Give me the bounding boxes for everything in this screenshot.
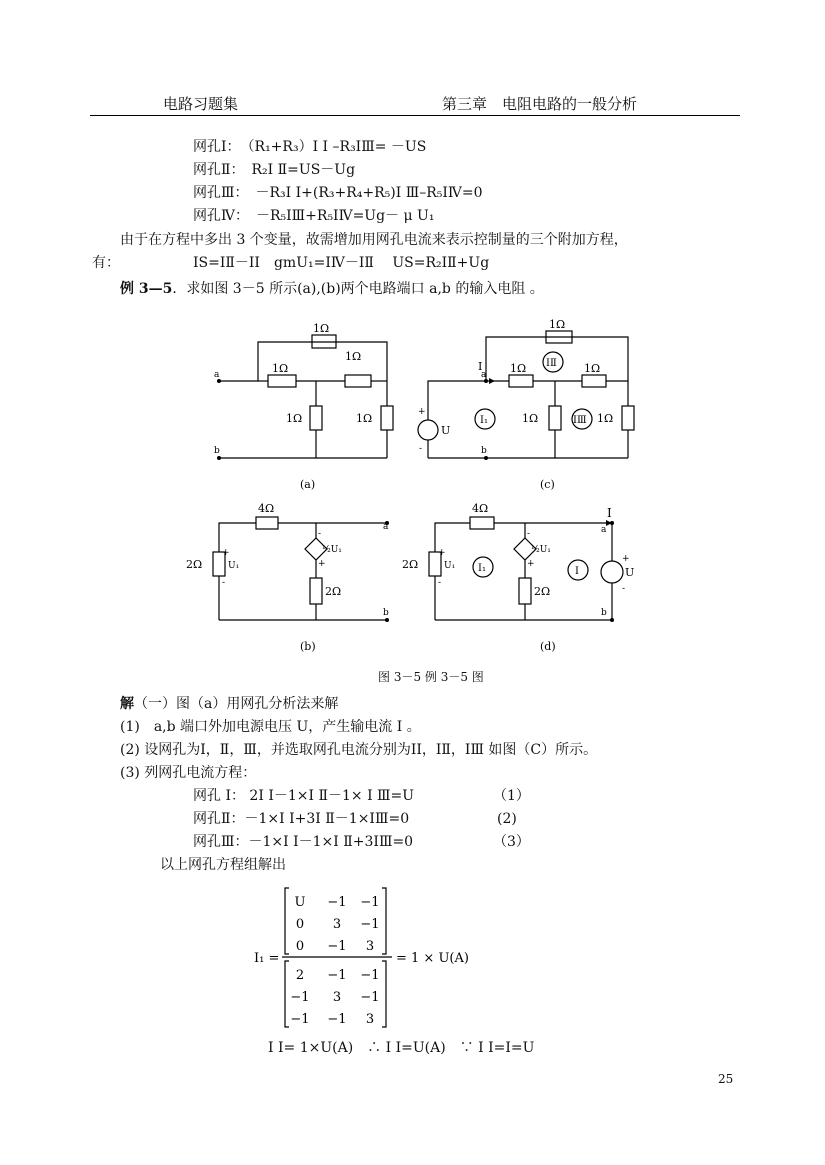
sub-caption-b: (b): [300, 640, 316, 653]
example-text: ．求如图 3－5 所示(a),(b)两个电路端口 a,b 的输入电阻 。: [172, 281, 544, 297]
page-number: 25: [718, 1072, 734, 1086]
solution-eq-1-number: （1）: [493, 788, 530, 804]
den-cell: −1: [327, 968, 347, 983]
res-label-a-right: 1Ω: [345, 350, 362, 363]
mesh-label-iii: IⅢ: [573, 415, 587, 426]
mesh-label-d-i: I: [575, 566, 579, 577]
header-title: 电路习题集: [163, 95, 239, 113]
res-label-a-top: 1Ω: [313, 322, 330, 335]
dep-plus-b: +: [318, 559, 326, 569]
src-minus-d: -: [622, 584, 626, 594]
num-cell: U: [294, 895, 306, 910]
num-cell: −1: [360, 917, 380, 932]
final-line: I Ⅰ= 1×U(A) ∴ I Ⅰ=U(A) ∵ I Ⅰ=I=U: [268, 1040, 535, 1056]
num-cell: −1: [327, 939, 347, 954]
dep-minus-d: -: [527, 529, 531, 539]
mesh-label-i: I₁: [480, 415, 488, 426]
src-minus-c: -: [419, 444, 423, 454]
mesh-eq-1: 网孔Ⅰ： （R₁+R₃）I Ⅰ –R₃IⅢ= －US: [193, 139, 427, 155]
num-cell: 0: [295, 917, 305, 932]
solution-step-3: (3) 列网孔电流方程：: [120, 765, 257, 781]
solution-eq-2: 网孔Ⅱ：－1×I Ⅰ+3I Ⅱ－1×IⅢ=0: [193, 811, 410, 827]
mesh-eq-4: 网孔Ⅳ： －R₅IⅢ+R₅IⅣ=Ug－ μ U₁: [193, 208, 435, 224]
res-label-b-mid: 2Ω: [325, 585, 342, 598]
sub-caption-a: (a): [300, 478, 316, 491]
dep-src-label-b: ½U₁: [322, 545, 342, 555]
explain-line-2-eqs: IS=IⅡ－IⅠ gmU₁=IⅣ－IⅡ US=R₂IⅡ+Ug: [193, 255, 490, 271]
solution-title-rest: （一）图（a）用网孔分析法来解: [134, 696, 339, 712]
node-c-a-label: a: [481, 370, 487, 380]
ctrl-minus-d: -: [438, 578, 442, 588]
res-label-b-4: 4Ω: [258, 502, 275, 515]
den-cell: 2: [295, 968, 305, 983]
src-u-label-c: U: [441, 424, 451, 437]
den-cell: −1: [290, 990, 310, 1005]
sub-caption-c: (c): [540, 478, 555, 491]
res-label-c-top: 1Ω: [549, 318, 566, 331]
header-chapter: 第三章 电阻电路的一般分析: [442, 95, 638, 113]
res-label-c-mid: 1Ω: [522, 412, 539, 425]
src-u-label-d: U: [625, 566, 635, 579]
node-c-b-label: b: [481, 446, 487, 456]
node-b-b-label: b: [383, 608, 389, 618]
mesh-eq-2: 网孔Ⅱ： R₂I Ⅱ=US－Ug: [193, 162, 356, 178]
src-plus-c: +: [418, 407, 426, 417]
res-label-a-mid: 1Ω: [286, 412, 303, 425]
num-cell: 0: [295, 939, 305, 954]
den-cell: −1: [290, 1012, 310, 1027]
node-b-label: b: [214, 446, 220, 456]
dep-minus-b: -: [318, 529, 322, 539]
res-label-a-left: 1Ω: [272, 362, 289, 375]
res-label-d-left: 2Ω: [402, 558, 419, 571]
mesh-label-d-i1: I₁: [478, 563, 486, 574]
den-cell: −1: [327, 1012, 347, 1027]
node-d-b-label: b: [601, 608, 607, 618]
node-b-a-label: a: [383, 522, 389, 532]
num-cell: 3: [365, 939, 375, 954]
den-cell: 3: [365, 1012, 375, 1027]
solution-step-1: (1) a,b 端口外加电源电压 U，产生输电流 I 。: [120, 719, 421, 735]
res-label-c-end: 1Ω: [597, 412, 614, 425]
solution-eq-2-number: (2): [497, 811, 517, 827]
node-d-a-label: a: [601, 525, 607, 535]
mesh-label-ii: IⅡ: [546, 358, 557, 369]
ctrl-plus-b: +: [222, 548, 230, 558]
num-cell: 3: [332, 917, 342, 932]
res-label-d-4: 4Ω: [472, 502, 489, 515]
den-cell: −1: [360, 968, 380, 983]
res-label-c-right: 1Ω: [584, 362, 601, 375]
mesh-eq-3: 网孔Ⅲ： －R₃I Ⅰ+(R₃+R₄+R₅)I Ⅲ–R₅IⅣ=0: [193, 185, 483, 201]
solution-eq-1: 网孔 I： 2I Ⅰ－1×I Ⅱ－1× I Ⅲ=U: [193, 788, 415, 804]
current-i-label-d: I: [607, 506, 612, 520]
res-label-a-end: 1Ω: [356, 412, 373, 425]
src-plus-d: +: [622, 554, 630, 564]
ctrl-u1-label-b: U₁: [228, 561, 240, 571]
solution-title-bold: 解: [120, 696, 134, 712]
solution-eq-3-number: （3）: [493, 834, 530, 850]
cramer-lhs: I₁ =: [254, 951, 280, 966]
res-label-c-left: 1Ω: [510, 362, 527, 375]
node-a-label: a: [214, 370, 220, 380]
sub-caption-d: (d): [540, 640, 556, 653]
cramer-rhs: = 1 × U(A): [396, 951, 469, 966]
solution-step-2: (2) 设网孔为Ⅰ，Ⅱ，Ⅲ，并选取网孔电流分别为IⅠ，IⅡ，IⅢ 如图（C）所示。: [120, 742, 598, 758]
ctrl-minus-b: -: [222, 578, 226, 588]
dep-plus-d: +: [527, 559, 535, 569]
explain-line-1: 由于在方程中多出 3 个变量，故需增加用网孔电流来表示控制量的三个附加方程，: [120, 232, 628, 248]
figure-caption: 图 3－5 例 3－5 图: [378, 670, 484, 684]
num-cell: −1: [327, 895, 347, 910]
example-label: 例 3—5: [120, 281, 173, 297]
explain-line-2-label: 有：: [92, 255, 120, 271]
ctrl-plus-d: +: [438, 548, 446, 558]
solution-heading: [120, 694, 338, 714]
ctrl-u1-label-d: U₁: [444, 561, 456, 571]
num-cell: −1: [360, 895, 380, 910]
den-cell: 3: [332, 990, 342, 1005]
solution-eq-3: 网孔Ⅲ：－1×I Ⅰ－1×I Ⅱ+3IⅢ=0: [193, 834, 414, 850]
current-i-label: I: [478, 360, 483, 373]
solution-solve-line: 以上网孔方程组解出: [160, 857, 286, 873]
res-label-d-mid: 2Ω: [534, 585, 551, 598]
dep-src-label-d: ½U₁: [531, 545, 551, 555]
den-cell: −1: [360, 990, 380, 1005]
res-label-b-left: 2Ω: [186, 558, 203, 571]
